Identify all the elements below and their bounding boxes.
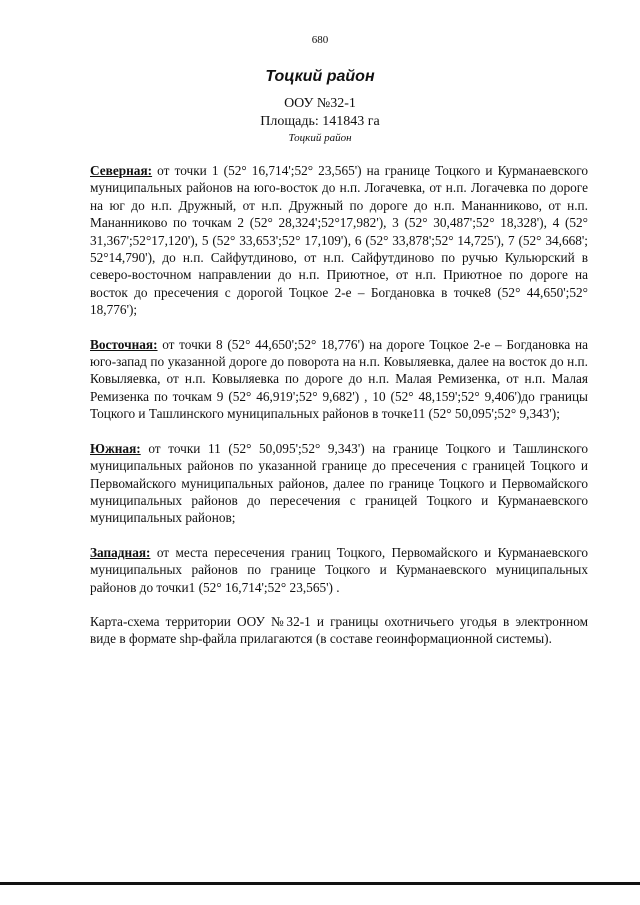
border-east <box>90 336 588 423</box>
border-description: от точки 11 (52° 50,095';52° 9,343') на границе Тоцкого и Ташлинского муниципальных районов по указанной границе до пресечения с границей Тоцкого и Первомайского муниципальных районов, далее по границе Тоцкого и Первомайского муниципальных районов до пересечения с границей Тоцкого и Курманаевского муниципальных районов; <box>90 440 588 526</box>
border-label: Северная: <box>90 163 153 178</box>
footer-rule <box>0 882 640 885</box>
border-west <box>90 544 588 596</box>
area-value: Площадь: 141843 га <box>260 114 380 129</box>
district-subtitle: Тоцкий район <box>288 132 352 144</box>
border-south <box>90 440 588 527</box>
border-label: Южная: <box>90 440 141 456</box>
border-description: от места пересечения границ Тоцкого, Первомайского и Курманаевского муниципальных районов по границе Тоцкого и Курманаевского муниципальных районов до точки1 (52° 16,714';52° 23,565') . <box>90 544 588 595</box>
document-body <box>90 162 588 665</box>
border-description: от точки 8 (52° 44,650';52° 18,776') на дороге Тоцкое 2-е – Богдановка на юго-запад по указанной дороге до поворота на н.п. Ковыляевка, далее на восток до н.п. Ковыляевка, от н.п. Ковыляевка по дороге до н.п. Малая Ремизенка, от н.п. Малая Ремизенка по точкам 9 (52° 46,919';52° 9,682') , 10 (52° 48,159';52° 9,406')до границы Тоцкого и Ташлинского муниципальных районов в точке11 (52° 50,095';52° 9,343'); <box>90 336 588 422</box>
closing-paragraph: Карта-схема территории ООУ №32-1 и границы охотничьего угодья в электронном виде в формате shp-файла прилагаются (в составе геоинформационной системы). <box>90 613 588 647</box>
border-description: от точки 1 (52° 16,714';52° 23,565') на границе Тоцкого и Курманаевского муниципальных районов на юго-восток до н.п. Логачевка, от н.п. Логачевка по дороге на юг до н.п. Дружный, от н.п. Дружный по дороге до н.п. Мананниково, от н.п. Мананниково по точкам 2 (52° 28,324';52°17,982'), 3 (52° 30,487';52° 18,328'), 4 (52° 31,367';52°17,120'), 5 (52° 33,653';52° 17,109'), 6 (52° 33,878';52° 14,725'), 7 (52° 34,668'; 52°14,790'), до н.п. Сайфутдиново, от н.п. Сайфутдиново по ручью Кульюрский в северо-восточном направлении до н.п. Приютное, от н.п. Приютное по дороге на восток до пресечения с дорогой Тоцкое 2-е – Богдановка в точке8 (52° 44,650';52° 18,776'); <box>90 163 588 318</box>
border-label: Западная: <box>90 544 151 560</box>
district-title: Тоцкий район <box>265 68 375 85</box>
border-label: Восточная: <box>90 336 158 352</box>
border-north <box>90 162 588 319</box>
page-number: 680 <box>311 34 329 46</box>
zone-id: ООУ №32-1 <box>284 96 356 111</box>
